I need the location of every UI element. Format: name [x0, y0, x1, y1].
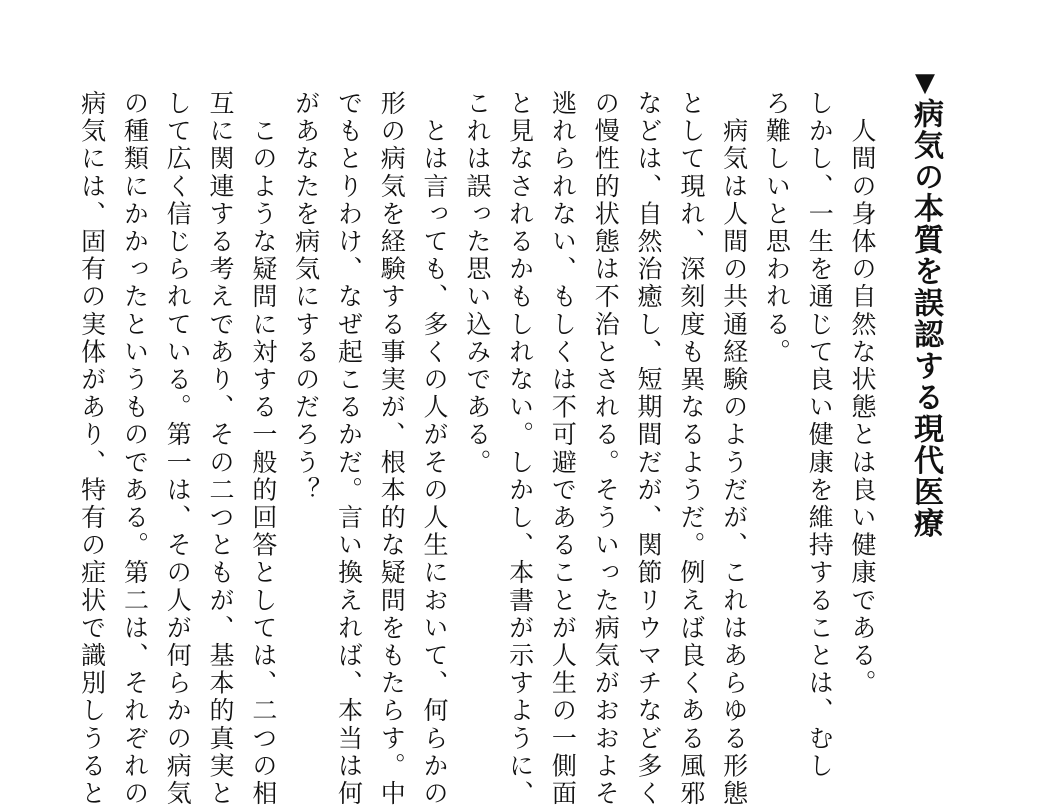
- text-line: と見なされるかもしれない。しかし、本書が示すように、: [505, 90, 535, 808]
- text-line: の慢性的状態は不治とされる。そういった病気がおおよそ: [591, 90, 621, 808]
- text-line: があなたを病気にするのだろう？: [291, 90, 321, 504]
- text-line: ろ難しいと思われる。: [762, 90, 792, 366]
- triangle-marker-icon: ▼: [910, 68, 940, 98]
- text-line: 形の病気を経験する事実が、根本的な疑問をもたらす。中: [377, 90, 407, 808]
- section-heading: [905, 68, 945, 539]
- text-line: とは言っても、多くの人がその人生において、何らかの: [420, 90, 450, 808]
- text-line: 互に関連する考えであり、その二つともが、基本的真実と: [206, 90, 236, 808]
- text-line: して広く信じられている。第一は、その人が何らかの病気: [163, 90, 193, 808]
- text-line: などは、自然治癒し、短期間だが、関節リウマチなど多く: [634, 90, 664, 808]
- text-line: 病気には、固有の実体があり、特有の症状で識別しうると: [77, 90, 107, 808]
- text-line: でもとりわけ、なぜ起こるかだ。言い換えれば、本当は何: [334, 90, 364, 808]
- text-line: これは誤った思い込みである。: [462, 90, 492, 477]
- text-line: 逃れられない、もしくは不可避であることが人生の一側面: [548, 90, 578, 808]
- section-heading-text: 病気の本質を誤認する現代医療: [908, 98, 943, 539]
- text-line: しかし、一生を通じて良い健康を維持することは、むし: [805, 90, 835, 780]
- text-line: の種類にかかったというものである。第二は、それぞれの: [120, 90, 150, 808]
- body-text: [70, 90, 883, 808]
- text-line: 人間の身体の自然な状態とは良い健康である。: [848, 90, 877, 698]
- text-line: このような疑問に対する一般的回答としては、二つの相: [248, 90, 278, 808]
- text-line: 病気は人間の共通経験のようだが、これはあらゆる形態: [719, 90, 749, 808]
- text-line: として現れ、深刻度も異なるようだ。例えば良くある風邪: [676, 90, 706, 808]
